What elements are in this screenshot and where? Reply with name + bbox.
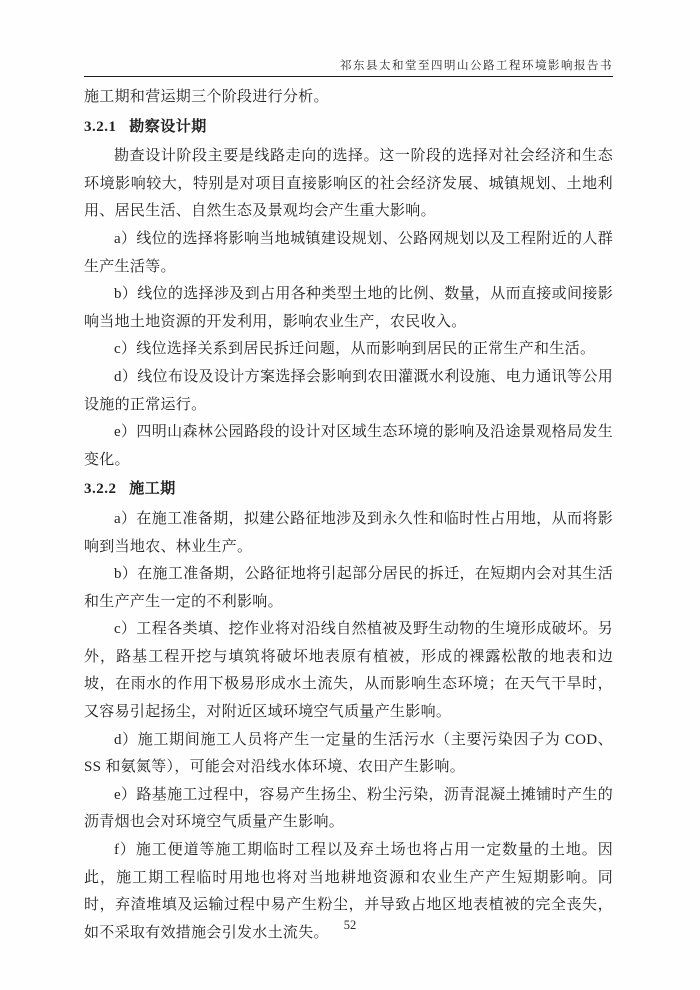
list-item-e: e）四明山森林公园路段的设计对区域生态环境的影响及沿途景观格局发生变化。 [84, 424, 613, 468]
section-heading-3-2-1 [84, 114, 613, 142]
section-title: 施工期 [129, 481, 176, 498]
page-number: 52 [343, 918, 357, 932]
header-rule [84, 76, 613, 77]
paragraph: 勘查设计阶段主要是线路走向的选择。这一阶段的选择对社会经济和生态环境影响较大，特别是对项目直接影响区的社会经济发展、城镇规划、土地利用、居民生活、自然生态及景观均会产生重大影响。 [84, 148, 613, 220]
list-item-d: d）线位布设及设计方案选择会影响到农田灌溉水利设施、电力通讯等公用设施的正常运行。 [84, 368, 613, 413]
list-item-c: c）线位选择关系到居民拆迁问题，从而影响到居民的正常生产和生活。 [114, 341, 596, 358]
section-number: 3.2.2 [84, 481, 117, 498]
list-item-a: a）在施工准备期，拟建公路征地涉及到永久性和临时性占用地，从而将影响到当地农、林业生产。 [84, 510, 613, 555]
list-item-e: e）路基施工过程中，容易产生扬尘、粉尘污染，沥青混凝土摊铺时产生的沥青烟也会对环境空气质量产生影响。 [84, 786, 613, 831]
section-title: 勘察设计期 [129, 118, 207, 135]
list-item-b: b）在施工准备期，公路征地将引起部分居民的拆迁，在短期内会对其生活和生产产生一定的不利影响。 [84, 566, 613, 610]
paragraph-continuation: 施工期和营运期三个阶段进行分析。 [84, 89, 329, 105]
list-item-c: c）工程各类填、挖作业将对沿线自然植被及野生动物的生境形成破坏。另外，路基工程开挖与填筑将破坏地表原有植被，形成的裸露松散的地表和边坡，在雨水的作用下极易形成水土流失，从而影响生态环境；在天气干旱时，又容易引起扬尘，对附近区域环境空气质量产生影响。 [84, 621, 613, 721]
list-item-d: d）施工期间施工人员将产生一定量的生活污水（主要污染因子为 COD、SS 和氨氮等），可能会对沿线水体环境、农田产生影响。 [84, 731, 613, 776]
page-content [84, 84, 613, 947]
list-item-a: a）线位的选择将影响当地城镇建设规划、公路网规划以及工程附近的人群生产生活等。 [84, 230, 613, 275]
running-header: 祁东县太和堂至四明山公路工程环境影响报告书 [340, 60, 613, 72]
list-item-f: f）施工便道等施工期临时工程以及弃土场也将占用一定数量的土地。因此，施工期工程临时用地也将对当地耕地资源和农业生产产生短期影响。同时，弃渣堆填及运输过程中易产生粉尘，并导致占地区地表植被的完全丧失，如不采取有效措施会引发水土流失。 [84, 842, 613, 941]
section-heading-3-2-2 [84, 476, 613, 504]
section-number: 3.2.1 [84, 118, 117, 135]
list-item-b: b）线位的选择涉及到占用各种类型土地的比例、数量，从而直接或间接影响当地土地资源的开发利用，影响农业生产，农民收入。 [84, 286, 613, 330]
